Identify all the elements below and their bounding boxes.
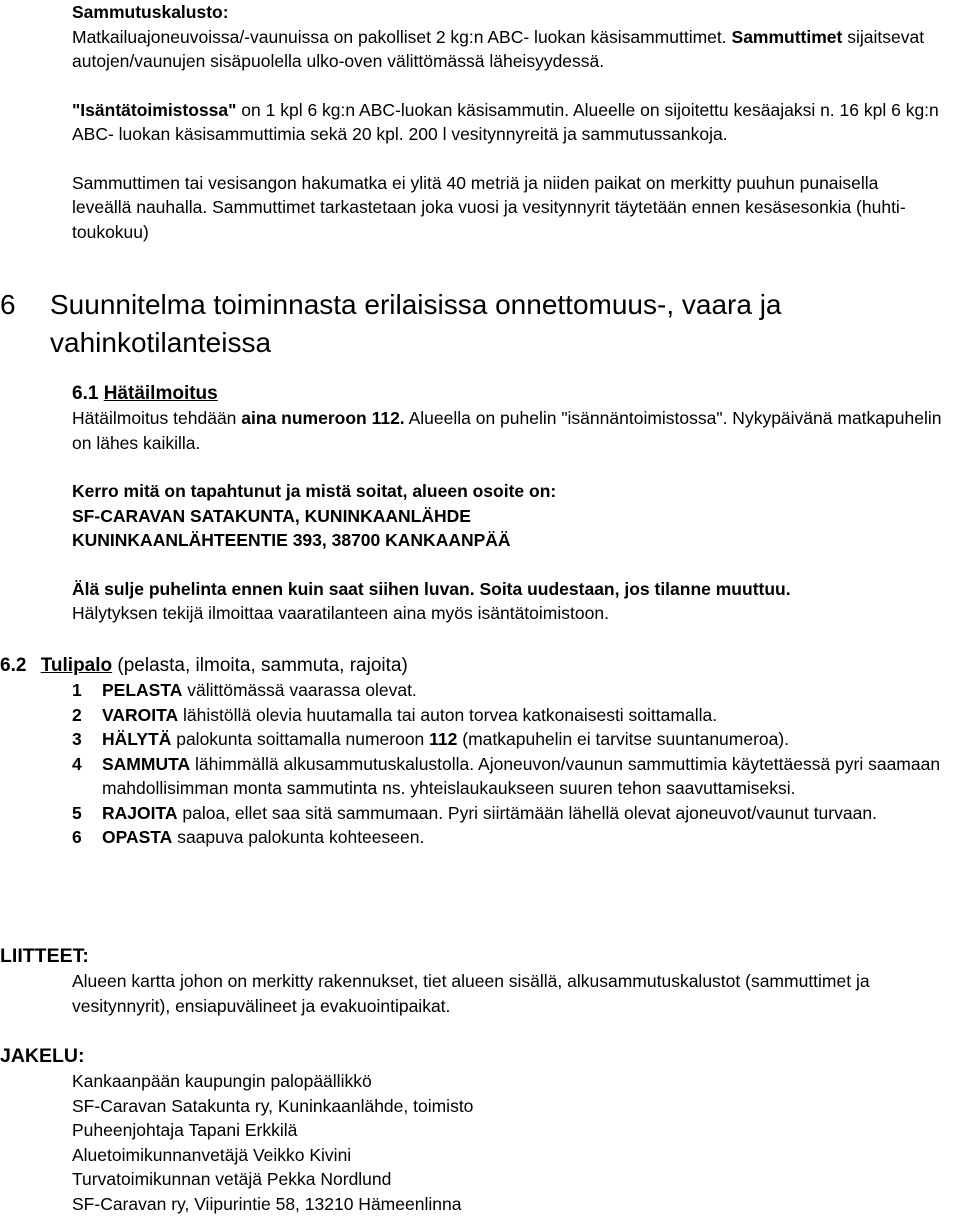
equipment-section: [72, 0, 942, 244]
distribution-heading: JAKELU:: [0, 1045, 85, 1067]
equipment-heading: Sammutuskalusto:: [72, 2, 229, 22]
equipment-paragraph-2: "Isäntätoimistossa" on 1 kpl 6 kg:n ABC-luokan käsisammutin. Alueelle on sijoitettu kesäajaksi n. 16 kpl 6 kg:n ABC- luokan käsisammuttimia sekä 20 kpl. 200 l vesitynnyreitä ja sammutussankoja.: [72, 99, 939, 144]
distribution-item: Turvatoimikunnan vetäjä Pekka Nordlund: [72, 1169, 392, 1189]
section-6-1-title: Hätäilmoitus: [103, 383, 218, 404]
distribution-item: Kankaanpään kaupungin palopäällikkö: [72, 1071, 372, 1091]
distribution-item: Puheenjohtaja Tapani Erkkilä: [72, 1120, 298, 1140]
distribution-list: [0, 1069, 945, 1216]
attachments-heading: LIITTEET:: [0, 945, 89, 967]
fire-step: 1 PELASTA välittömässä vaarassa olevat.: [72, 680, 417, 700]
attachments-section: [0, 944, 945, 1018]
address-line-1: SF-CARAVAN SATAKUNTA, KUNINKAANLÄHDE: [72, 505, 471, 526]
alert-note: Hälytyksen tekijä ilmoittaa vaaratilanteen aina myös isäntätoimistoon.: [72, 603, 609, 623]
distribution-item: SF-Caravan Satakunta ry, Kuninkaanlähde, toimisto: [72, 1095, 474, 1116]
fire-steps-list: [0, 678, 945, 850]
section-6-title: Suunnitelma toiminnasta erilaisissa onnettomuus-, vaara ja vahinkotilanteissa: [50, 289, 782, 358]
section-6-1-heading: 6.1 Hätäilmoitus: [72, 383, 218, 404]
section-6-2: [0, 654, 945, 850]
equipment-paragraph-1: Matkailuajoneuvoissa/-vaunuissa on pakolliset 2 kg:n ABC- luokan käsisammuttimet. Sammuttimet sijaitsevat autojen/vaunujen sisäpuolella ulko-oven välittömässä läheisyydessä.: [72, 26, 925, 71]
address-line-2: KUNINKAANLÄHTEENTIE 393, 38700 KANKAANPÄÄ: [72, 530, 511, 550]
phone-warning: Älä sulje puhelinta ennen kuin saat siihen luvan. Soita uudestaan, jos tilanne muuttuu.: [72, 578, 791, 599]
address-intro: Kerro mitä on tapahtunut ja mistä soitat, alueen osoite on:: [72, 481, 557, 501]
emergency-call-paragraph: Hätäilmoitus tehdään aina numeroon 112. Alueella on puhelin "isännäntoimistossa". Nykypäivänä matkapuhelin on lähes kaikilla.: [72, 408, 942, 453]
attachments-text: Alueen kartta johon on merkitty rakennukset, tiet alueen sisällä, alkusammutuskalustot (sammuttimet ja vesitynnyrit), ensiapuvälineet ja evakuointipaikat.: [72, 971, 870, 1016]
section-6-2-title: Tulipalo: [40, 655, 113, 676]
section-6-number: 6: [0, 289, 16, 320]
fire-step: 5 RAJOITA paloa, ellet saa sitä sammumaan. Pyri siirtämään lähellä olevat ajoneuvot/vaunut turvaan.: [72, 802, 877, 823]
distribution-item: Aluetoimikunnanvetäjä Veikko Kivini: [72, 1144, 352, 1165]
equipment-paragraph-3: Sammuttimen tai vesisangon hakumatka ei ylitä 40 metriä ja niiden paikat on merkitty puuhun punaisella leveällä nauhalla. Sammuttimet tarkastetaan joka vuosi ja vesitynnyrit täytetään ennen kesäsesonkia (huhti-toukokuu): [72, 172, 906, 242]
section-6-heading: [0, 286, 945, 362]
distribution-item: SF-Caravan ry, Viipurintie 58, 13210 Hämeenlinna: [72, 1193, 462, 1214]
distribution-section: [0, 1044, 945, 1216]
section-6-1: [72, 382, 942, 626]
fire-step: 2 VAROITA lähistöllä olevia huutamalla tai auton torvea katkonaisesti soittamalla.: [72, 704, 718, 725]
fire-step: 4 SAMMUTA lähimmällä alkusammutuskalustolla. Ajoneuvon/vaunun sammuttimia käytettäessä pyri saamaan mahdollisimman monta sammutinta ns. yhteislaukaukseen suuren tehon saavuttamiseksi.: [72, 753, 941, 798]
fire-step: 6 OPASTA saapuva palokunta kohteeseen.: [72, 827, 425, 847]
section-6-2-heading: 6.2 Tulipalo (pelasta, ilmoita, sammuta, rajoita): [0, 655, 408, 676]
fire-step: 3 HÄLYTÄ palokunta soittamalla numeroon 112 (matkapuhelin ei tarvitse suuntanumeroa).: [72, 729, 790, 749]
